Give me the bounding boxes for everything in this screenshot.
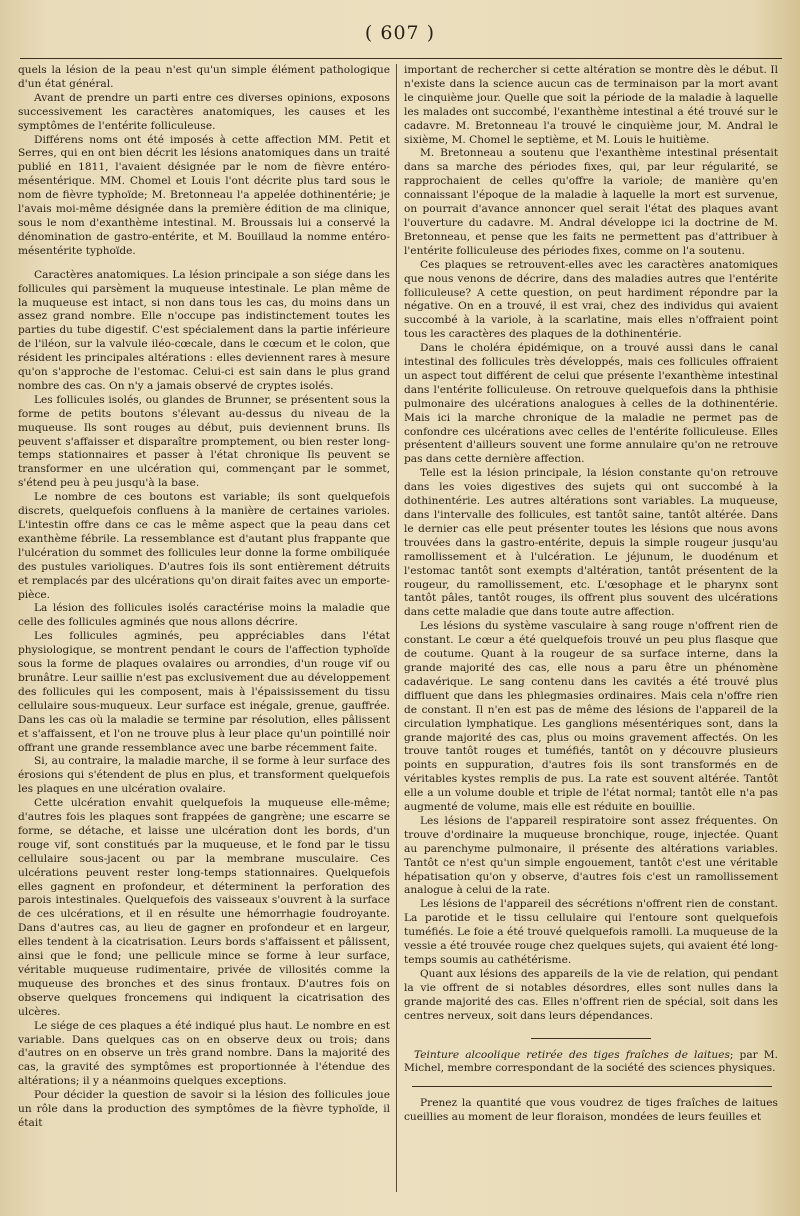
paragraph: Telle est la lésion principale, la lésion constante qu'on retrouve dans les voies digestives des sujets qui ont succombé à la dothinentérie. Les autres altérations sont variables. La muqueuse, dans l'intervalle des follicules, est tantôt saine, tantôt altérée. Dans le dernier cas elle peut présenter toutes les lésions que nous avons trouvées dans la gastro-entérite, depuis la simple rougeur jusqu'au ramollissement et à l'ulcération. Le jéjunum, le duodénum et l'estomac tantôt sont exempts d'altération, tantôt présentent de la rougeur, du ramollissement, etc. L'œsophage et le pharynx sont tantôt pâles, tantôt rouges, ils offrent plus souvent des ulcérations dans cette maladie que dans toute autre affection. (404, 467, 778, 619)
paragraph: Les follicules agminés, peu appréciables dans l'état physiologique, se montrent pendant le cours de l'affection typhoïde sous la forme de plaques ovalaires ou arrondies, d'un rouge vif ou brunâtre. Leur saillie n'est pas exclusivement due au développement des follicules qui les composent, mais à l'épaississement du tissu cellulaire sous-muqueux. Leur surface est inégale, grenue, gauffrée. Dans les cas où la maladie se termine par résolution, elles pâlissent et s'affaissent, et l'on ne trouve plus à leur place qu'un pointillé noir offrant une grande ressemblance avec une barbe récemment faite. (18, 630, 390, 754)
recipe-body: Prenez la quantité que vous voudrez de tiges fraîches de laitues cueillies au moment de leur floraison, mondées de leurs feuilles et (404, 1097, 778, 1124)
paragraph: Avant de prendre un parti entre ces diverses opinions, exposons successivement les caractères anatomiques, les causes et les symptômes de l'entérite folliculeuse. (18, 91, 390, 132)
paragraph: Les lésions du système vasculaire à sang rouge n'offrent rien de constant. Le cœur a été quelquefois trouvé un peu plus flasque que de coutume. Quant à la rougeur de sa surface interne, dans la grande majorité des cas, elle nous a paru être un phénomène cadavérique. Le sang contenu dans les cavités a été trouvé plus diffluent que dans les phlegmasies ordinaires. Mais cela n'offre rien de constant. Il n'en est pas de même des lésions de l'appareil de la circulation lymphatique. Les ganglions mésentériques sont, dans la grande majorité des cas, plus ou moins gravement affectés. On les trouve tantôt rouges et tuméfiés, tantôt on y découvre plusieurs points en suppuration, d'autres fois ils sont transformés en de véritables kystes remplis de pus. La rate est souvent altérée. Tantôt elle a un volume double et triple de l'état normal; tantôt elle n'a pas augmenté de volume, mais elle est réduite en bouillie. (404, 620, 778, 814)
section-separator (531, 1038, 651, 1039)
column-divider (396, 64, 397, 1192)
recipe-title: Teinture alcoolique retirée des tiges fraîches de laitues (414, 1048, 730, 1061)
paragraph: Le siége de ces plaques a été indiqué plus haut. Le nombre en est variable. Dans quelques cas on en observe deux ou trois; dans d'autres on en observe un très grand nombre. Dans la majorité des cas, la gravité des symptômes est proportionnée à l'étendue des altérations; il y a néanmoins quelques exceptions. (18, 1019, 390, 1088)
recipe-separator (412, 1086, 772, 1087)
paragraph: Les follicules isolés, ou glandes de Brunner, se présentent sous la forme de petits boutons s'élevant au-dessus du niveau de la muqueuse. Ils sont rouges au début, puis deviennent bruns. Ils peuvent s'affaisser et disparaître promptement, ou bien rester long-temps stationnaires et passer à l'état chronique Ils peuvent se transformer en une ulcération qui, commençant par le sommet, s'étend peu à peu jusqu'à la base. (18, 393, 390, 490)
paragraph: Caractères anatomiques. La lésion principale a son siége dans les follicules qui parsèment la muqueuse intestinale. Le plan même de la muqueuse est intact, si non dans tous les cas, du moins dans un assez grand nombre. Elle n'occupe pas indistinctement toutes les parties du tube digestif. C'est spécialement dans la partie inférieure de l'iléon, sur la valvule iléo-cœcale, dans le cœcum et le colon, que résident les principales altérations : elles deviennent rares à mesure qu'on s'approche de l'estomac. Celui-ci est sain dans le plus grand nombre des cas. On n'y a jamais observé de cryptes isolés. (18, 268, 390, 392)
paragraph: Différens noms ont été imposés à cette affection MM. Petit et Serres, qui en ont bien décrit les lésions anatomiques dans un traité publié en 1811, l'avaient désignée par le nom de fièvre entéro-mésentérique. MM. Chomel et Louis l'ont décrite plus tard sous le nom de fièvre typhoïde; M. Bretonneau l'a appelée dothinentérie; je l'avais moi-même désignée dans la première édition de ma clinique, sous le nom d'exanthème intestinal. M. Broussais lui a conservé la dénomination de gastro-entérite, et M. Bouillaud la nomme entéro-mésentérite typhoïde. (18, 133, 390, 257)
left-column (18, 64, 390, 1194)
paragraph: Si, au contraire, la maladie marche, il se forme à leur surface des érosions qui s'étendent de plus en plus, et transforment quelquefois les plaques en une ulcération ovalaire. (18, 755, 390, 796)
paragraph: M. Bretonneau a soutenu que l'exanthème intestinal présentait dans sa marche des périodes fixes, qui, par leur régularité, se rapprochaient de celles qu'offre la variole; de manière qu'en connaissant l'époque de la maladie à laquelle la mort est survenue, on pourrait d'avance annoncer quel serait l'état des plaques avant l'ouverture du cadavre. M. Andral développe ici la doctrine de M. Bretonneau, et pense que les faits ne permettent pas d'attribuer à l'entérite folliculeuse des périodes fixes, comme on l'a soutenu. (404, 147, 778, 257)
page-number: ( 607 ) (364, 22, 436, 44)
paragraph: Le nombre de ces boutons est variable; ils sont quelquefois discrets, quelquefois confluens à la manière de certaines varioles. L'intestin offre dans ce cas le même aspect que la peau dans cet exanthème fébrile. La ressemblance est d'autant plus frappante que l'ulcération du sommet des follicules leur donne la forme ombiliquée des pustules varioliques. D'autres fois ils sont entièrement détruits et remplacés par des ulcérations qu'on dirait faites avec un emporte-pièce. (18, 491, 390, 601)
header-rule (20, 58, 782, 59)
paragraph: Les lésions de l'appareil des sécrétions n'offrent rien de constant. La parotide et le tissu cellulaire qui l'entoure sont quelquefois tuméfiés. Le foie a été trouvé quelquefois ramolli. La muqueuse de la vessie a été trouvée rouge chez quelques sujets, qui avaient été long-temps soumis au cathétérisme. (404, 898, 778, 966)
paragraph: Cette ulcération envahit quelquefois la muqueuse elle-même; d'autres fois les plaques sont frappées de gangrène; une escarre se forme, se détache, et laisse une ulcération dont les bords, d'un rouge vif, sont constitués par la muqueuse, et le fond par le tissu cellulaire sous-jacent ou par la membrane musculaire. Ces ulcérations peuvent rester long-temps stationnaires. Quelquefois elles gagnent en profondeur, et déterminent la perforation des parois intestinales. Quelquefois des vaisseaux s'ouvrent à la surface de ces ulcérations, et il en résulte une hémorrhagie foudroyante. Dans d'autres cas, au lieu de gagner en profondeur et en largeur, elles tendent à la cicatrisation. Leurs bords s'affaissent et pâlissent, ainsi que le fond; une pellicule mince se forme à leur surface, véritable muqueuse rudimentaire, privée de villosités comme la muqueuse des bronches et des sinus frontaux. D'autres fois on observe quelques froncemens qui indiquent la cicatrisation des ulcères. (18, 797, 390, 1018)
recipe-author: ; par M. Michel, membre correspondant de la société des sciences physiques. (404, 1048, 778, 1075)
paragraph: Pour décider la question de savoir si la lésion des follicules joue un rôle dans la production des symptômes de la fièvre typhoïde, il était (18, 1089, 390, 1129)
recipe-heading (404, 1049, 778, 1077)
paragraph: important de rechercher si cette altération se montre dès le début. Il n'existe dans la science aucun cas de terminaison par la mort avant le cinquième jour. Quelle que soit la période de la maladie à laquelle les malades ont succombé, l'exanthème intestinal a été trouvé sur le cadavre. M. Bretonneau l'a trouvé le cinquième jour, M. Andral le sixième, M. Chomel le septième, et M. Louis le huitième. (404, 64, 778, 146)
paragraph: Les lésions de l'appareil respiratoire sont assez fréquentes. On trouve d'ordinaire la muqueuse bronchique, rouge, injectée. Quant au parenchyme pulmonaire, il présente des altérations variables. Tantôt ce n'est qu'un simple engouement, tantôt c'est une véritable hépatisation qu'on y observe, d'autres fois c'est un ramollissement analogue à celui de la rate. (404, 814, 778, 897)
paragraph: quels la lésion de la peau n'est qu'un simple élément pathologique d'un état général. (18, 64, 390, 90)
right-column (404, 64, 778, 1194)
paragraph: Quant aux lésions des appareils de la vie de relation, qui pendant la vie offrent de si notables désordres, elles sont nulles dans la grande majorité des cas. Elles n'offrent rien de spécial, soit dans les centres nerveux, soit dans leurs dépendances. (404, 967, 778, 1022)
paragraph: La lésion des follicules isolés caractérise moins la maladie que celle des follicules agminés que nous allons décrire. (18, 602, 390, 629)
paragraph: Dans le choléra épidémique, on a trouvé aussi dans le canal intestinal des follicules très développés, mais ces follicules offraient un aspect tout différent de celui que présente l'exanthème intestinal dans l'entérite folliculeuse. On retrouve quelquefois dans la phthisie pulmonaire des ulcérations analogues à celles de la dothinentérie. Mais ici la marche chronique de la maladie ne permet pas de confondre ces ulcérations avec celles de l'entérite folliculeuse. Elles présentent d'ailleurs souvent une forme annulaire qu'on ne retrouve pas dans cette dernière affection. (404, 342, 778, 466)
paragraph: Ces plaques se retrouvent-elles avec les caractères anatomiques que nous venons de décrire, dans des maladies autres que l'entérite folliculeuse? A cette question, on peut hardiment répondre par la négative. On en a trouvé, il est vrai, chez des individus qui avaient succombé à la variole, à la scarlatine, mais elles n'offraient point tous les caractères des plaques de la dothinentérie. (404, 258, 778, 341)
